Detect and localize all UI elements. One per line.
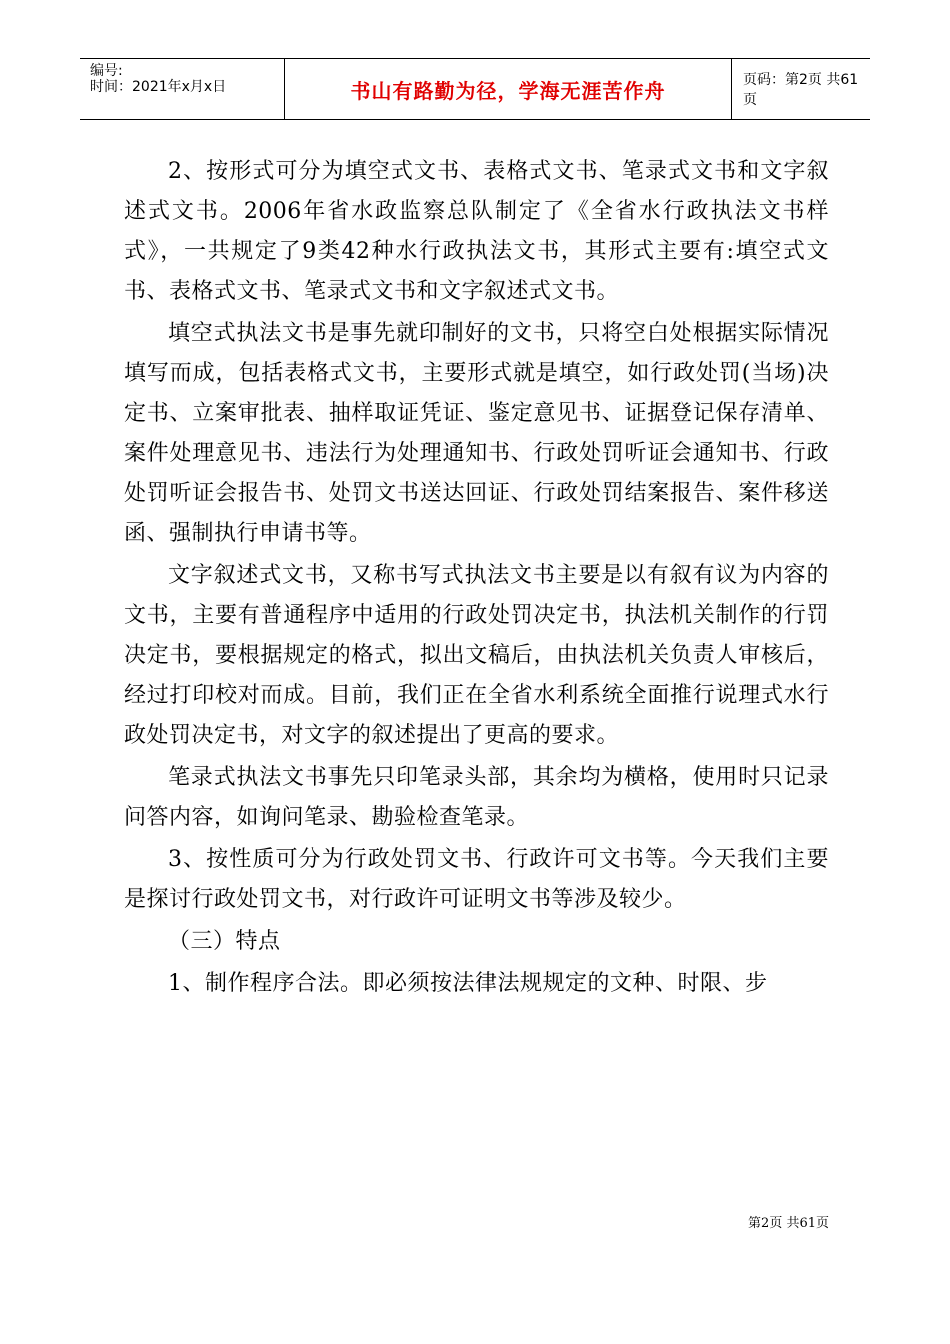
- paragraph-procedure-legal: 1、制作程序合法。即必须按法律法规规定的文种、时限、步: [168, 971, 768, 996]
- header-meta: [80, 59, 284, 123]
- header-motto: 书山有路勤为径，学海无涯苦作舟: [350, 78, 666, 103]
- page-header: [80, 58, 870, 120]
- paragraph-fill-in-documents: 填空式执法文书是事先就印制好的文书，只将空白处根据实际情况填写而成，包括表格式文书，主要形式就是填空，如行政处罚(当场)决定书、立案审批表、抽样取证凭证、鉴定意见书、证据登记保存清单、案件处理意见书、违法行为处理通知书、行政处罚听证会通知书、行政处罚听证会报告书、处罚文书送达回证、行政处罚结案报告、案件移送函、强制执行申请书等。: [124, 321, 829, 546]
- header-page-info: 页码：第2页 共61页: [743, 72, 859, 108]
- section-heading-features: （三）特点: [168, 929, 281, 954]
- document-time-label: 时间：2021年x月x日: [90, 79, 227, 95]
- header-motto-cell: [284, 59, 732, 119]
- paragraph-narrative-documents: 文字叙述式文书，又称书写式执法文书主要是以有叙有议为内容的文书，主要有普通程序中适用的行政处罚决定书，执法机关制作的行罚决定书，要根据规定的格式，拟出文稿后，由执法机关负责人审核后，经过打印校对而成。目前，我们正在全省水利系统全面推行说理式水行政处罚决定书，对文字的叙述提出了更高的要求。: [124, 563, 829, 748]
- document-number-label: 编号:: [90, 63, 123, 79]
- page-footer: 第2页 共61页: [748, 1216, 829, 1231]
- document-body: [124, 152, 829, 1004]
- paragraph-record-documents: 笔录式执法文书事先只印笔录头部，其余均为横格，使用时只记录问答内容，如询问笔录、勘验检查笔录。: [124, 765, 829, 830]
- paragraph-nature-classification: 3、按性质可分为行政处罚文书、行政许可文书等。今天我们主要是探讨行政处罚文书，对行政许可证明文书等涉及较少。: [124, 847, 829, 912]
- paragraph-form-classification: 2、按形式可分为填空式文书、表格式文书、笔录式文书和文字叙述式文书。2006年省水政监察总队制定了《全省水行政执法文书样式》，一共规定了9类42种水行政执法文书，其形式主要有:填空式文书、表格式文书、笔录式文书和文字叙述式文书。: [124, 159, 829, 304]
